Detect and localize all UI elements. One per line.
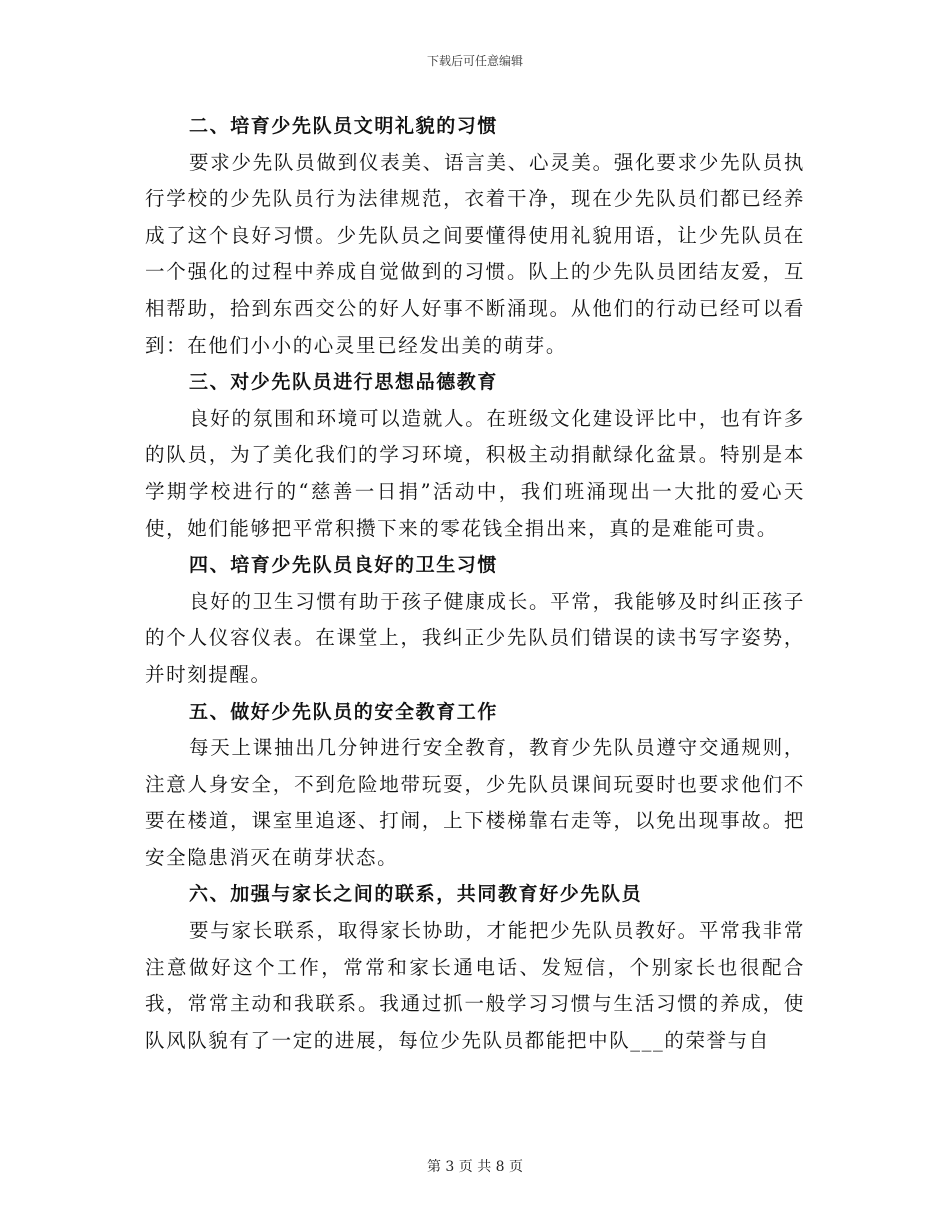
section-heading: 四、培育少先队员良好的卫生习惯 bbox=[189, 554, 499, 577]
section-6 bbox=[145, 876, 805, 1059]
section-4 bbox=[145, 547, 805, 693]
section-paragraph: 良好的卫生习惯有助于孩子健康成长。平常，我能够及时纠正孩子的个人仪容仪表。在课堂上，我纠正少先队员们错误的读书写字姿势，并时刻提醒。 bbox=[145, 589, 805, 686]
section-heading: 六、加强与家长之间的联系，共同教育好少先队员 bbox=[189, 883, 643, 906]
section-paragraph: 要求少先队员做到仪表美、语言美、心灵美。强化要求少先队员执行学校的少先队员行为法律规范，衣着干净，现在少先队员们都已经养成了这个良好习惯。少先队员之间要懂得使用礼貌用语，让少先队员在一个强化的过程中养成自觉做到的习惯。队上的少先队员团结友爱，互相帮助，拾到东西交公的好人好事不断涌现。从他们的行动已经可以看到：在他们小小的心灵里已经发出美的萌芽。 bbox=[145, 150, 805, 357]
section-heading: 二、培育少先队员文明礼貌的习惯 bbox=[189, 115, 499, 137]
page-header-note: 下载后可任意编辑 bbox=[426, 54, 523, 68]
section-paragraph: 要与家长联系，取得家长协助，才能把少先队员教好。平常我非常注意做好这个工作，常常和家长通电话、发短信，个别家长也很配合我，常常主动和我联系。我通过抓一般学习习惯与生活习惯的养成，使队风队貌有了一定的进展，每位少先队员都能把中队___的荣誉与自 bbox=[145, 919, 805, 1052]
section-heading: 三、对少先队员进行思想品德教育 bbox=[189, 371, 499, 394]
section-5 bbox=[145, 694, 805, 877]
section-3 bbox=[145, 364, 805, 547]
section-paragraph: 每天上课抽出几分钟进行安全教育，教育少先队员遵守交通规则，注意人身安全，不到危险地带玩耍，少先队员课间玩耍时也要求他们不要在楼道，课室里追逐、打闹，上下楼梯靠右走等，以免出现事故。把安全隐患消灭在萌芽状态。 bbox=[145, 736, 805, 869]
section-paragraph: 良好的氛围和环境可以造就人。在班级文化建设评比中，也有许多的队员，为了美化我们的学习环境，积极主动捐献绿化盆景。特别是本学期学校进行的“慈善一日捐”活动中，我们班涌现出一大批的爱心天使，她们能够把平常积攒下来的零花钱全捐出来，真的是难能可贵。 bbox=[145, 406, 805, 540]
section-heading: 五、做好少先队员的安全教育工作 bbox=[189, 700, 499, 723]
page-number: 第 3 页 共 8 页 bbox=[426, 1159, 524, 1175]
section-2 bbox=[145, 108, 805, 364]
document-body bbox=[145, 108, 805, 1059]
